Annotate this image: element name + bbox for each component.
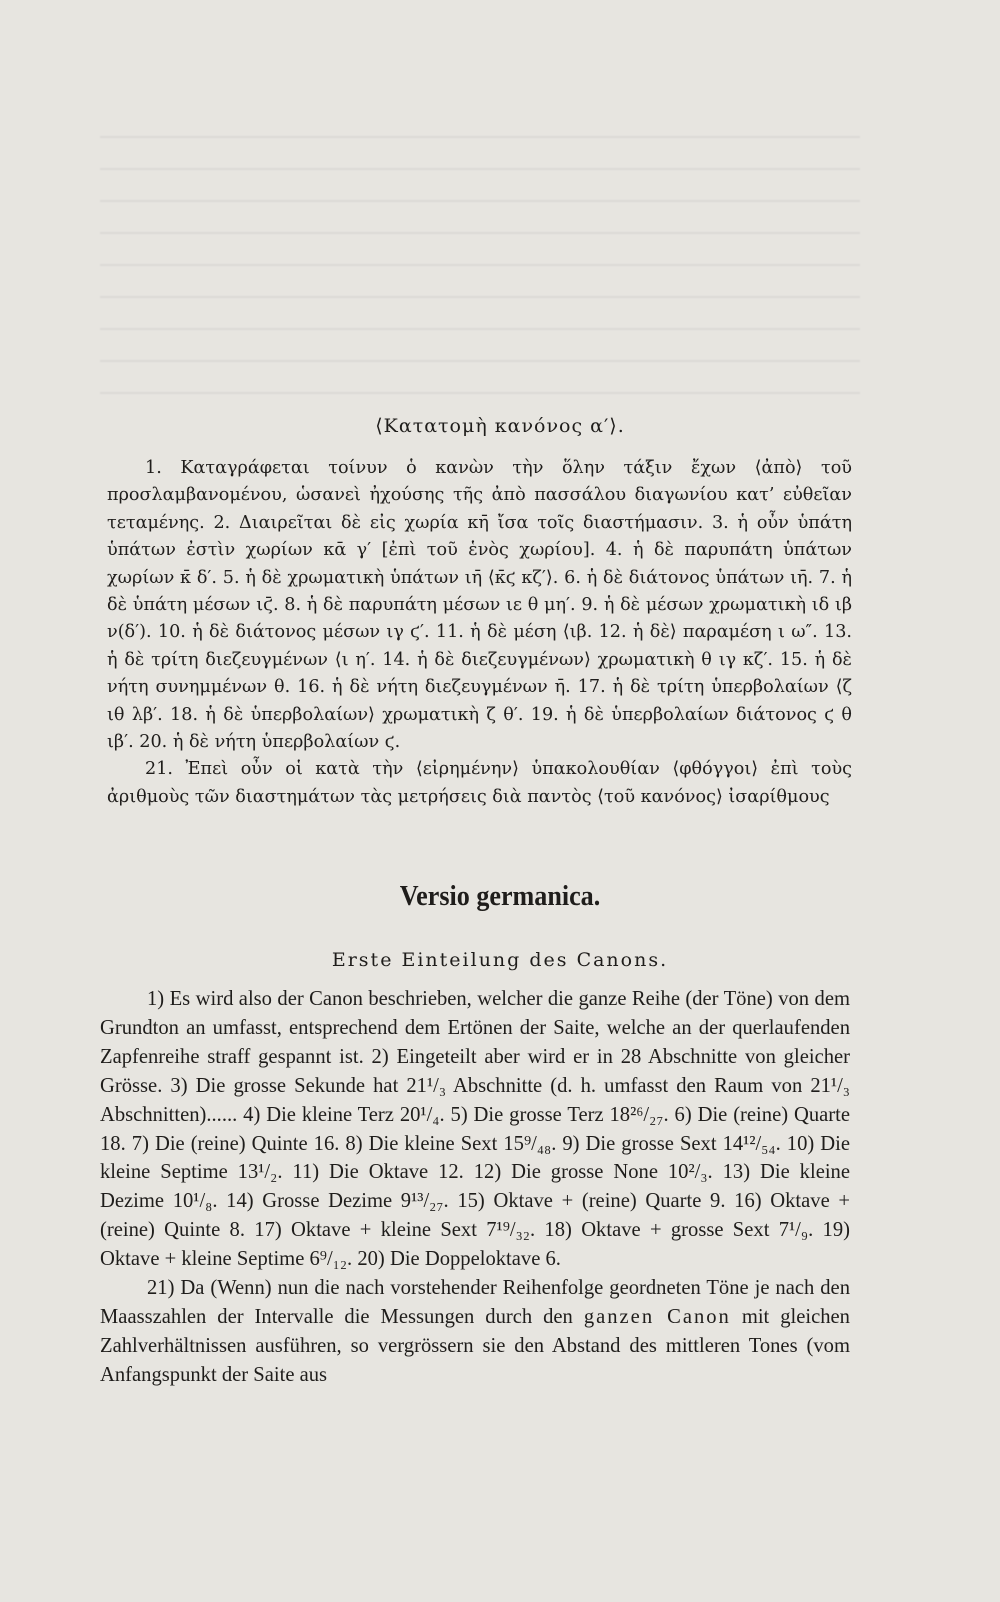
german-paragraph-2-end: mit gleichen Zahlverhältnissen ausführen, so vergrössern sie den Abstand des mittleren Tones (vom Anfangspunkt der Saite aus [100,1305,850,1386]
german-section-subheading: Erste Einteilung des Canons. [331,949,669,971]
german-paragraph-1: 1) Es wird also der Canon beschrieben, welcher die ganze Reihe (der Töne) von dem Grundton an umfasst, entsprechend dem Ertönen der Saite, welche an der querlaufenden Zapfenreihe straff gespannt ist. 2) Eingeteilt aber wird er in 28 Abschnitte von gleicher Grösse. 3) Die grosse Sekunde hat 21¹/₃ Abschnitte (d. h. umfasst den Raum von 21¹/₃ Abschnitten)...... 4) Die kleine Terz 20¹/₄. 5) Die grosse Terz 18²⁶/₂₇. 6) Die (reine) Quarte 18. 7) Die (reine) Quinte 16. 8) Die kleine Sext 15⁹/₄₈. 9) Die grosse Sext 14¹²/₅₄. 10) Die kleine Septime 13¹/₂. 11) Die Oktave 12. 12) Die grosse None 10²/₃. 13) Die kleine Dezime 10¹/₈. 14) Grosse Dezime 9¹³/₂₇. 15) Oktave + (reine) Quarte 9. 16) Oktave + (reine) Quinte 8. 17) Oktave + kleine Sext 7¹⁹/₃₂. 18) Oktave + grosse Sext 7¹/₉. 19) Oktave + kleine Septime 6⁹/₁₂. 20) Die Doppeloktave 6. [100,988,850,1271]
greek-text-block [107,455,852,811]
greek-paragraph-1: 1. Καταγράφεται τοίνυν ὁ κανὼν τὴν ὅλην τάξιν ἔχων ⟨ἀπὸ⟩ τοῦ προσλαμβανομένου, ὡσανεὶ ἠχούσης τῆς ἀπὸ πασσάλου διαγωνίου κατ’ εὐθεῖαν τεταμένης. 2. Διαιρεῖται δὲ εἰς χωρία κη̄ ἴσα τοῖς διαστήμασιν. 3. ἡ οὖν ὑπάτη ὑπάτων ἐστὶν χωρίων κᾱ γ′ [ἐπὶ τοῦ ἑνὸς χωρίου]. 4. ἡ δὲ παρυπάτη ὑπάτων χωρίων κ̄ δ′. 5. ἡ δὲ χρωματικὴ ὑπάτων ιη̄ ⟨κ̄ϛ κζ′⟩. 6. ἡ δὲ διάτονος ὑπάτων ιη̄. 7. ἡ δὲ ὑπάτη μέσων ιϛ̄. 8. ἡ δὲ παρυπάτη μέσων ιε θ μη′. 9. ἡ δὲ μέσων χρωματικὴ ιδ ιβ ν(δ′). 10. ἡ δὲ διάτονος μέσων ιγ ϛ′. 11. ἡ δὲ μέση ⟨ιβ. 12. ἡ δὲ⟩ παραμέση ι ω″. 13. ἡ δὲ τρίτη διεζευγμένων ⟨ι η′. 14. ἡ δὲ διεζευγμένων⟩ χρωματικὴ θ ιγ κζ′. 15. ἡ δὲ νήτη συνημμένων θ. 16. ἡ δὲ νήτη διεζευγμένων η̄. 17. ἡ δὲ τρίτη ὑπερβολαίων ⟨ζ ιθ λβ′. 18. ἡ δὲ ὑπερβολαίων⟩ χρωματικὴ ζ θ′. 19. ἡ δὲ ὑπερβολαίων διάτονος ϛ θ ιβ′. 20. ἡ δὲ νήτη ὑπερβολαίων ϛ. [107,458,852,753]
german-paragraph-2-spaced: ganzen Canon [583,1305,731,1328]
german-paragraph-2-start: 21) Da (Wenn) nun die nach vorstehender Reihenfolge geordneten Töne je nach den Maasszahlen der Intervalle die Messungen durch den [100,1277,850,1328]
bleed-through-texture [100,120,860,420]
german-text-block [100,985,850,1390]
greek-section-heading: ⟨Κατατομὴ κανόνος α′⟩. [375,415,625,437]
german-paragraph-2 [100,1274,850,1390]
greek-paragraph-2: 21. Ἐπεὶ οὖν οἱ κατὰ τὴν ⟨εἰρημένην⟩ ὑπακολουθίαν ⟨φθόγγοι⟩ ἐπὶ τοὺς ἀριθμοὺς τῶν διαστημάτων τὰς μετρήσεις διὰ παντὸς ⟨τοῦ κανόνος⟩ ἰσαρίθμους [107,759,852,807]
german-version-heading: Versio germanica. [399,880,601,912]
